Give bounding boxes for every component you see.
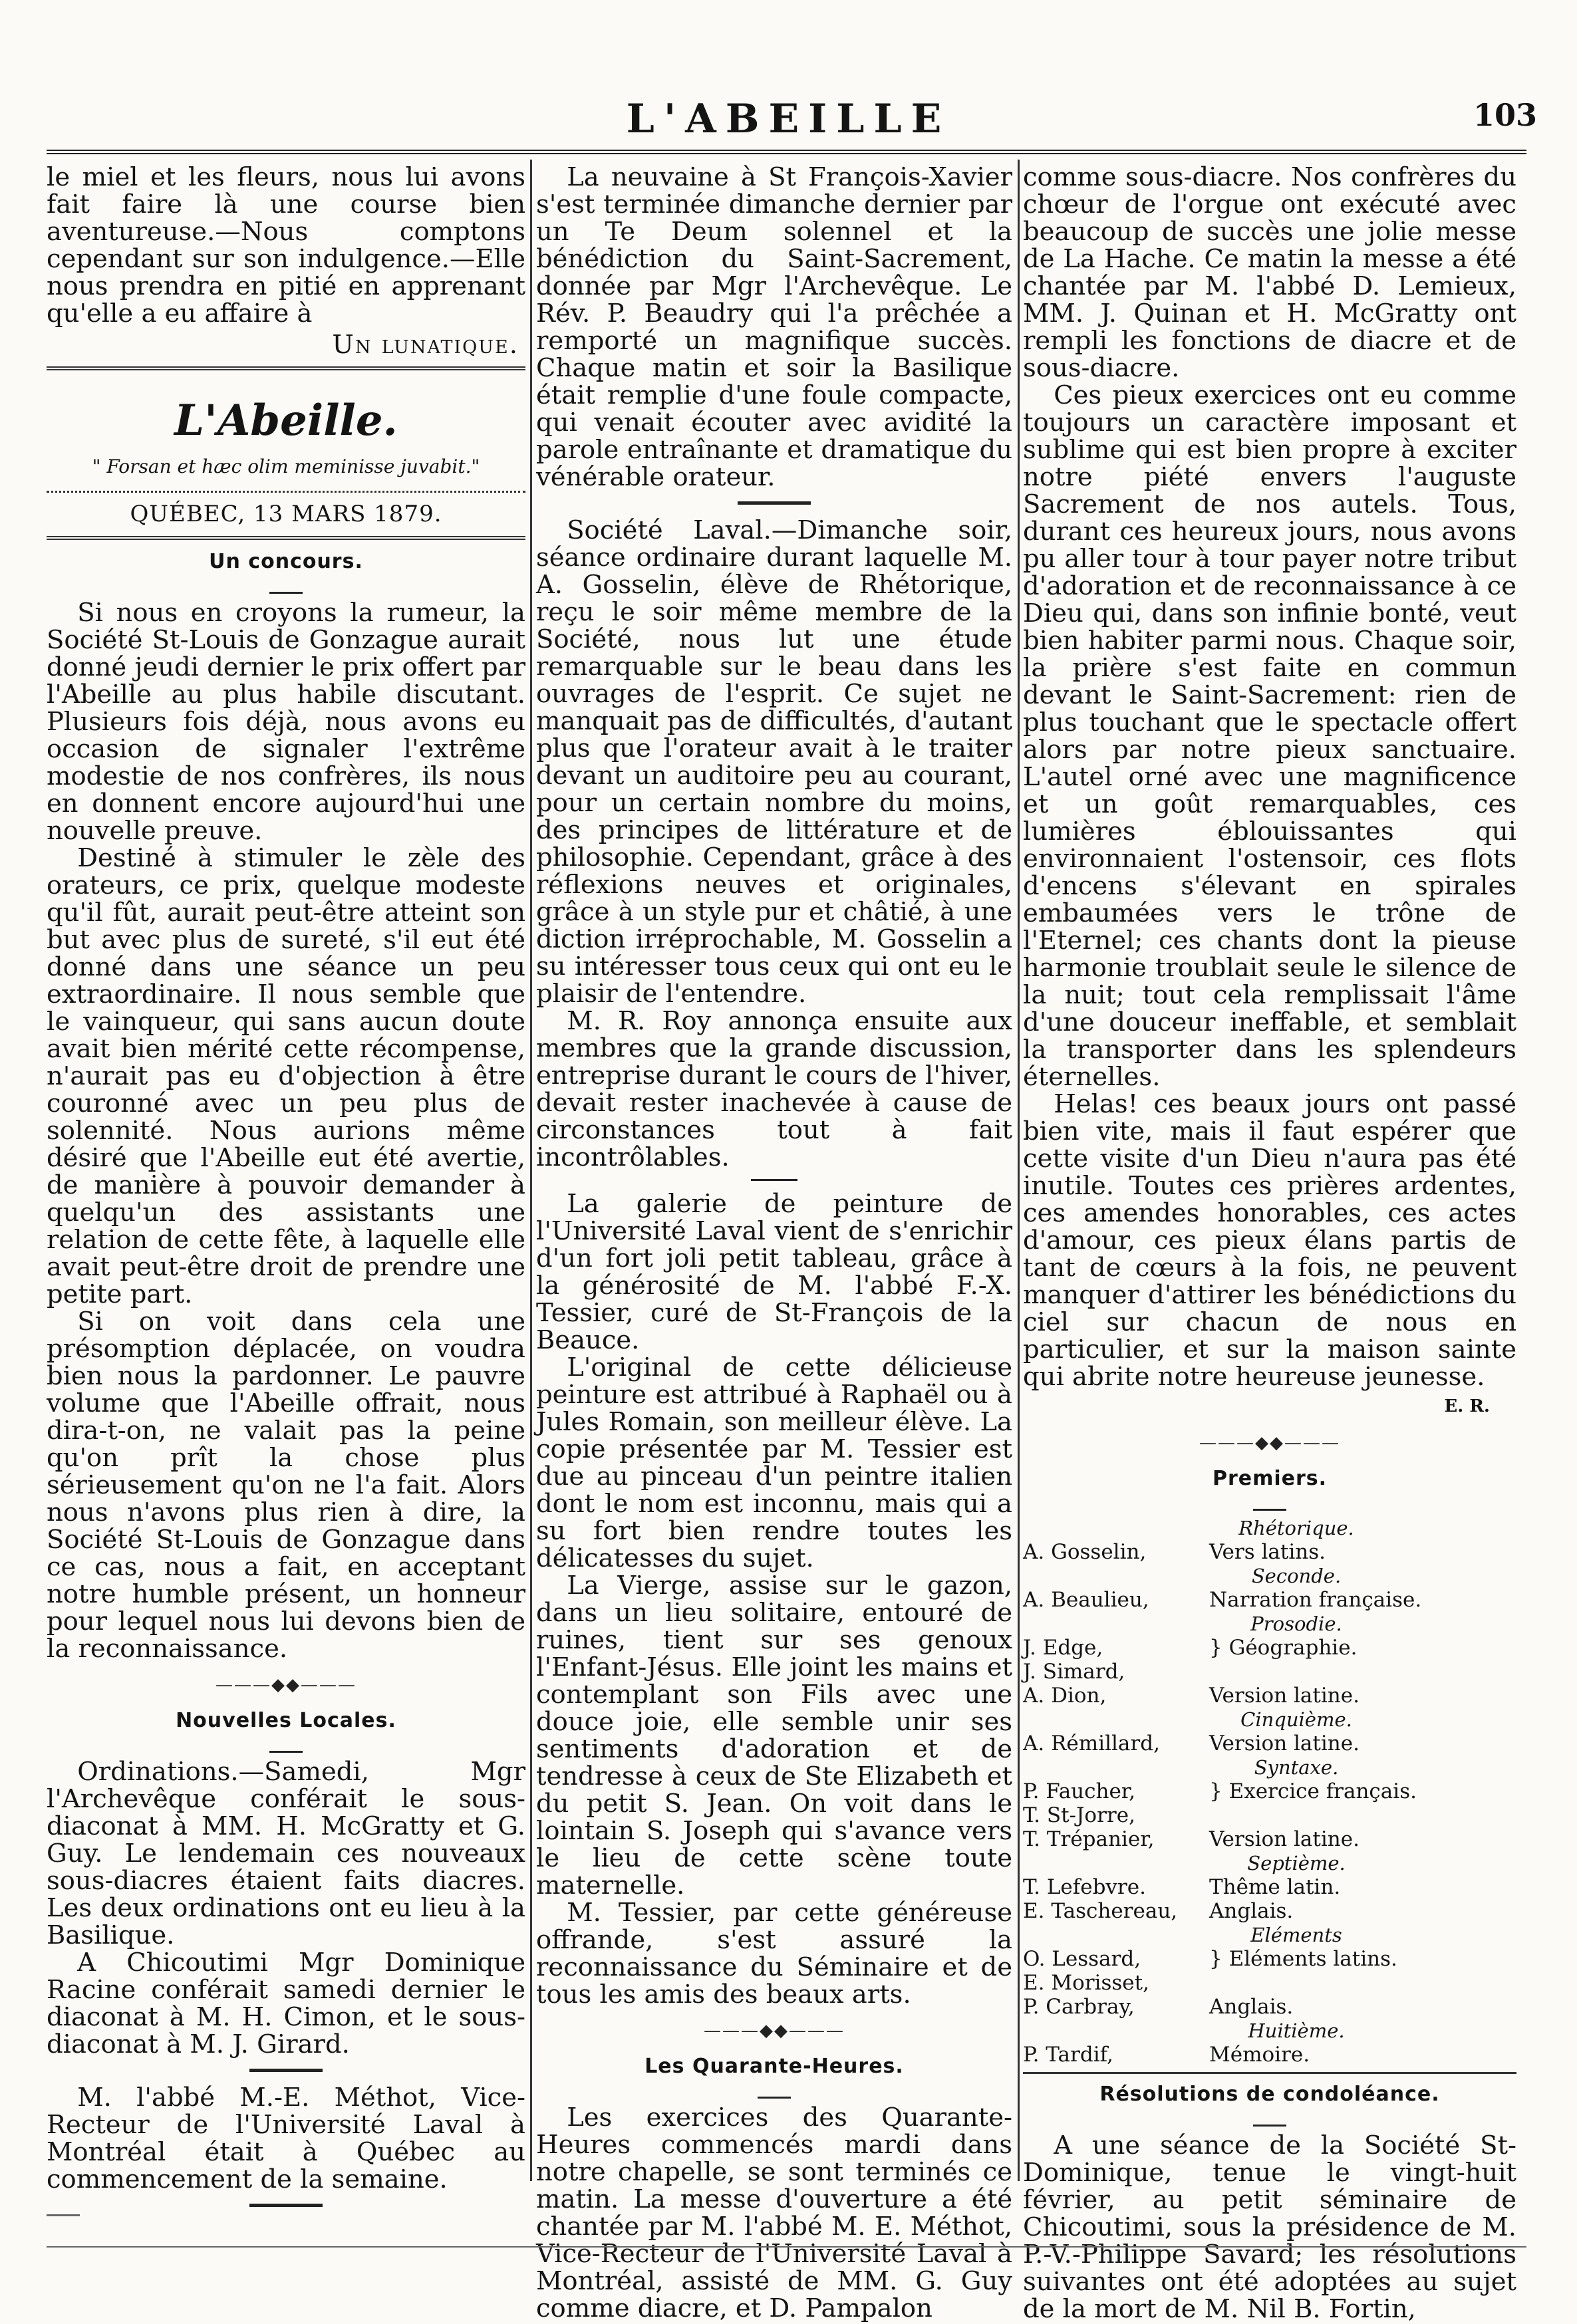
prize-row bbox=[1023, 1516, 1516, 1540]
nameplate: L'Abeille. bbox=[174, 396, 398, 446]
ornament-divider: ———◆◆——— bbox=[1199, 1433, 1340, 1453]
column-3 bbox=[1023, 162, 1516, 2324]
prize-subject: Version latine. bbox=[1209, 1684, 1360, 1708]
prize-subject bbox=[1189, 1803, 1516, 1827]
divider bbox=[1023, 2112, 1516, 2127]
page-number: 103 bbox=[1473, 97, 1537, 133]
article-paragraph: L'original de cette délicieuse peinture est attribué à Raphaël ou à Jules Romain, son meilleur élève. La copie présentée par M. Tessier est due au pinceau d'un peintre italien dont le nom est inconnu, mais qui a su fort bien rendre toutes les délicatesses du sujet. bbox=[536, 1353, 1012, 1573]
prize-subject: } Eléments latins. bbox=[1209, 1947, 1397, 1971]
article-paragraph: La Vierge, assise sur le gazon, dans un lieu solitaire, entouré de ruines, tient sur ses genoux l'Enfant-Jésus. Elle joint les mains et contemplant son Fils avec une douce joie, elle semble unir ses sentiments d'adoration et de tendresse à ceux de Ste Elizabeth et du petit S. Jean. On voit dans le lointain S. Joseph qui s'avance vers le lieu de cette scène toute maternelle. bbox=[536, 1571, 1012, 1900]
prize-row bbox=[1023, 1684, 1516, 1708]
page-mark bbox=[47, 2214, 80, 2216]
prize-row bbox=[1023, 2019, 1516, 2043]
class-name: Septième. bbox=[1247, 1852, 1346, 1874]
section-title: Résolutions de condoléance. bbox=[1099, 2083, 1440, 2106]
dateline: QUÉBEC, 13 MARS 1879. bbox=[130, 501, 442, 527]
article-paragraph: Destiné à stimuler le zèle des orateurs, ce prix, quelque modeste qu'il fût, aurait peut-être atteint son but avec plus de sureté, s'il eut été donné dans une séance un peu extraordinaire. Il nous semble que le vainqueur, qui sans aucun doute avait bien mérité cette récompense, n'aurait pas eu d'objection à être couronné avec un peu plus de solennité. Nous aurions même désiré que l'Abeille eut été avertie, de manière à pouvoir demander à quelqu'un des assistants une relation de cette fête, à laquelle elle avait peut-être droit de prendre une petite part. bbox=[47, 843, 525, 1309]
divider bbox=[249, 2204, 323, 2207]
article-paragraph: le miel et les fleurs, nous lui avons fait faire là une course bien aventureuse.—Nous comptons cependant sur son indulgence.—Elle nous prendra en pitié en apprenant qu'elle a eu affaire à bbox=[47, 162, 525, 328]
divider bbox=[47, 491, 525, 493]
class-name: Prosodie. bbox=[1250, 1613, 1342, 1635]
divider bbox=[47, 579, 525, 594]
prize-subject bbox=[1189, 1660, 1516, 1684]
prize-subject: Anglais. bbox=[1209, 1899, 1294, 1923]
article-paragraph: La galerie de peinture de l'Université Laval vient de s'enrichir d'un fort joli petit tableau, grâce à la générosité de M. l'abbé F.-X. Tessier, curé de St-François de la Beauce. bbox=[536, 1189, 1012, 1355]
article-paragraph: Helas! ces beaux jours ont passé bien vite, mais il faut espérer que cette visite d'un Dieu n'aura pas été inutile. Toutes ces prières ardentes, ces amendes honorables, ces actes d'amour, ces pieux élans partis de tant de cœurs à la fois, ne peuvent manquer d'attirer les bénédictions du ciel sur chacun de nous en particulier, et sur la maison sainte qui abrite notre heureuse jeunesse. bbox=[1023, 1089, 1516, 1392]
divider bbox=[249, 2069, 323, 2072]
class-name: Cinquième. bbox=[1240, 1708, 1352, 1731]
prize-row bbox=[1023, 1588, 1516, 1612]
class-name: Eléments bbox=[1250, 1924, 1342, 1946]
prize-row bbox=[1023, 1660, 1516, 1684]
article-paragraph: M. R. Roy annonça ensuite aux membres que la grande discussion, entreprise durant le cours de l'hiver, devait rester inachevée à cause de circonstances tout à fait incontrôlables. bbox=[536, 1006, 1012, 1172]
section-title: Premiers. bbox=[1212, 1467, 1328, 1490]
prize-row bbox=[1023, 1995, 1516, 2019]
divider bbox=[1023, 1496, 1516, 1511]
prize-subject: Thême latin. bbox=[1209, 1875, 1341, 1899]
signature: E. R. bbox=[1444, 1396, 1490, 1416]
student-name: A. Rémillard, bbox=[1023, 1732, 1160, 1755]
prize-subject: Anglais. bbox=[1209, 1995, 1294, 2019]
article-paragraph: M. l'abbé M.-E. Méthot, Vice-Recteur de l'Université Laval à Montréal était à Québec au commencement de la semaine. bbox=[47, 2083, 525, 2194]
prize-list bbox=[1023, 1516, 1516, 2067]
divider bbox=[47, 366, 525, 370]
prize-row bbox=[1023, 1612, 1516, 1636]
ornament-divider: ———◆◆——— bbox=[704, 2021, 845, 2041]
signature: Un lunatique. bbox=[332, 330, 519, 360]
prize-row bbox=[1023, 1540, 1516, 1564]
article-paragraph: A une séance de la Société St-Dominique, tenue le vingt-huit février, au petit séminaire de Chicoutimi, sous la présidence de M. P.-V.-Philippe Savard; les résolutions suivantes ont été adoptées au sujet de la mort de M. Nil B. Fortin, bbox=[1023, 2130, 1516, 2324]
prize-row bbox=[1023, 1732, 1516, 1755]
prize-subject: } Exercice français. bbox=[1209, 1779, 1417, 1803]
article-paragraph: Si nous en croyons la rumeur, la Société St-Louis de Gonzague aurait donné jeudi dernier le prix offert par l'Abeille au plus habile discutant. Plusieurs fois déjà, nous avons eu occasion de signaler l'extrême modestie de nos confrères, ils nous en donnent encore aujourd'hui une nouvelle preuve. bbox=[47, 598, 525, 846]
student-name: P. Faucher, bbox=[1023, 1779, 1136, 1803]
prize-subject: Version latine. bbox=[1209, 1732, 1360, 1755]
prize-row bbox=[1023, 1564, 1516, 1588]
page-header bbox=[0, 92, 1577, 145]
article-paragraph: comme sous-diacre. Nos confrères du chœur de l'orgue ont exécuté avec beaucoup de succès une jolie messe de La Hache. Ce matin la messe a été chantée par M. l'abbé D. Lemieux, MM. J. Quinan et H. McGratty ont rempli les fonctions de diacre et de sous-diacre. bbox=[1023, 162, 1516, 383]
divider bbox=[536, 2084, 1012, 2099]
article-paragraph: Si on voit dans cela une présomption déplacée, on voudra bien nous la pardonner. Le pauvre volume que l'Abeille offrait, nous dira-t-on, ne valait pas la peine qu'on prît la chose plus sérieusement qu'on ne l'a fait. Alors nous n'avons plus rien à dire, la Société St-Louis de Gonzague dans ce cas, nous a fait, en acceptant notre humble présent, un honneur pour lequel nous lui devons bien de la reconnaissance. bbox=[47, 1307, 525, 1664]
footer-rule bbox=[47, 2246, 1526, 2248]
prize-row bbox=[1023, 1827, 1516, 1851]
student-name: A. Dion, bbox=[1023, 1684, 1107, 1708]
prize-row bbox=[1023, 1971, 1516, 1995]
prize-row bbox=[1023, 1779, 1516, 1803]
column-divider bbox=[530, 160, 532, 2181]
prize-row bbox=[1023, 1708, 1516, 1732]
student-name: E. Taschereau, bbox=[1023, 1899, 1178, 1923]
divider bbox=[47, 536, 525, 540]
prize-row bbox=[1023, 1851, 1516, 1875]
section-title: Nouvelles Locales. bbox=[176, 1709, 396, 1732]
article-paragraph: Ordinations.—Samedi, Mgr l'Archevêque conférait le sous-diaconat à MM. H. McGratty et G. Guy. Le lendemain ces nouveaux sous-diacres étaient faits diacres. Les deux ordinations ont eu lieu à la Basilique. bbox=[47, 1757, 525, 1950]
running-title: L'ABEILLE bbox=[626, 96, 951, 142]
prize-row bbox=[1023, 1875, 1516, 1899]
student-name: T. Trépanier, bbox=[1023, 1827, 1155, 1851]
column-divider bbox=[1018, 160, 1020, 2181]
motto: " Forsan et hæc olim meminisse juvabit." bbox=[92, 455, 480, 477]
article-paragraph: A Chicoutimi Mgr Dominique Racine conférait samedi dernier le diaconat à M. H. Cimon, et le sous-diaconat à M. J. Girard. bbox=[47, 1948, 525, 2059]
student-name: J. Simard, bbox=[1023, 1660, 1125, 1684]
article-paragraph: M. Tessier, par cette généreuse offrande, s'est assuré la reconnaissance du Séminaire et de tous les amis des beaux arts. bbox=[536, 1898, 1012, 2009]
class-name: Seconde. bbox=[1251, 1565, 1342, 1587]
student-name: P. Tardif, bbox=[1023, 2043, 1113, 2067]
class-name: Rhétorique. bbox=[1238, 1517, 1354, 1539]
article-paragraph: Ces pieux exercices ont eu comme toujours un caractère imposant et sublime qui est bien propre à exciter notre piété envers l'auguste Sacrement de nos autels. Tous, durant ces heureux jours, nous avons pu aller tour à tour payer notre tribut d'adoration et de reconnaissance à ce Dieu qui, dans son infinie bonté, veut bien habiter parmi nous. Chaque soir, la prière s'est faite en commun devant le Saint-Sacrement: rien de plus touchant que le spectacle offert alors par notre pieux sanctuaire. L'autel orné avec une magnificence et un goût remarquables, ces lumières éblouissantes qui environnaient l'ostensoir, ces flots d'encens s'élevant en spirales embaumées vers le trône de l'Eternel; ces chants dont la pieuse harmonie troublait seule le silence de la nuit; tout cela remplissait l'âme d'une douceur ineffable, et semblait la transporter dans les splendeurs éternelles. bbox=[1023, 380, 1516, 1092]
ornament-divider: ———◆◆——— bbox=[215, 1675, 357, 1695]
student-name: O. Lessard, bbox=[1023, 1947, 1141, 1971]
article-paragraph: La neuvaine à St François-Xavier s'est terminée dimanche dernier par un Te Deum solennel et la bénédiction du Saint-Sacrement, donnée par Mgr l'Archevêque. Le Rév. P. Beaudry qui l'a prêchée a remporté un magnifique succès. Chaque matin et soir la Basilique était remplie d'une foule compacte, qui venait écouter avec avidité la parole entraînante et dramatique du vénérable orateur. bbox=[536, 162, 1012, 492]
class-name: Huitième. bbox=[1248, 2019, 1345, 2042]
prize-subject: Mémoire. bbox=[1209, 2043, 1310, 2067]
student-name: P. Carbray, bbox=[1023, 1995, 1135, 2019]
prize-row bbox=[1023, 1803, 1516, 1827]
student-name: T. Lefebvre. bbox=[1023, 1875, 1146, 1899]
divider bbox=[47, 1738, 525, 1753]
student-name: T. St-Jorre, bbox=[1023, 1803, 1135, 1827]
divider bbox=[738, 501, 811, 505]
prize-subject: Narration française. bbox=[1209, 1588, 1422, 1612]
header-rule bbox=[47, 150, 1526, 154]
prize-row bbox=[1023, 1947, 1516, 1971]
prize-subject: Vers latins. bbox=[1209, 1540, 1326, 1564]
student-name: A. Beaulieu, bbox=[1023, 1588, 1149, 1612]
student-name: E. Morisset, bbox=[1023, 1971, 1149, 1995]
column-2 bbox=[536, 162, 1012, 2323]
article-paragraph: Les exercices des Quarante-Heures commencés mardi dans notre chapelle, se sont terminés ce matin. La messe d'ouverture a été chantée par M. l'abbé M. E. Méthot, Vice-Recteur de l'Université Laval à Montréal, assisté de MM. G. Guy comme diacre, et D. Pampalon bbox=[536, 2103, 1012, 2323]
section-title: Les Quarante-Heures. bbox=[645, 2055, 904, 2078]
column-1 bbox=[47, 162, 525, 2194]
article-paragraph: Société Laval.—Dimanche soir, séance ordinaire durant laquelle M. A. Gosselin, élève de Rhétorique, reçu le soir même membre de la Société, nous lut une étude remarquable sur le beau dans les ouvrages de l'esprit. Ce sujet ne manquait pas de difficultés, d'autant plus que l'orateur avait à le traiter devant un auditoire peu au courant, pour un certain nombre du moins, des principes de littérature et de philosophie. Cependant, grâce à des réflexions neuves et originales, grâce à un style pur et châtié, à une diction irréprochable, M. Gosselin a su intéresser tous ceux qui ont eu le plaisir de l'entendre. bbox=[536, 515, 1012, 1009]
prize-row bbox=[1023, 1636, 1516, 1660]
divider bbox=[751, 1179, 797, 1181]
prize-subject: } Géographie. bbox=[1209, 1636, 1358, 1660]
student-name: A. Gosselin, bbox=[1023, 1540, 1147, 1564]
class-name: Syntaxe. bbox=[1254, 1756, 1339, 1779]
prize-row bbox=[1023, 2043, 1516, 2067]
student-name: J. Edge, bbox=[1023, 1636, 1103, 1660]
prize-subject bbox=[1189, 1971, 1516, 1995]
section-title: Un concours. bbox=[209, 550, 363, 573]
prize-subject: Version latine. bbox=[1209, 1827, 1360, 1851]
prize-row bbox=[1023, 1899, 1516, 1923]
divider bbox=[1023, 2072, 1516, 2074]
prize-row bbox=[1023, 1755, 1516, 1779]
prize-row bbox=[1023, 1923, 1516, 1947]
